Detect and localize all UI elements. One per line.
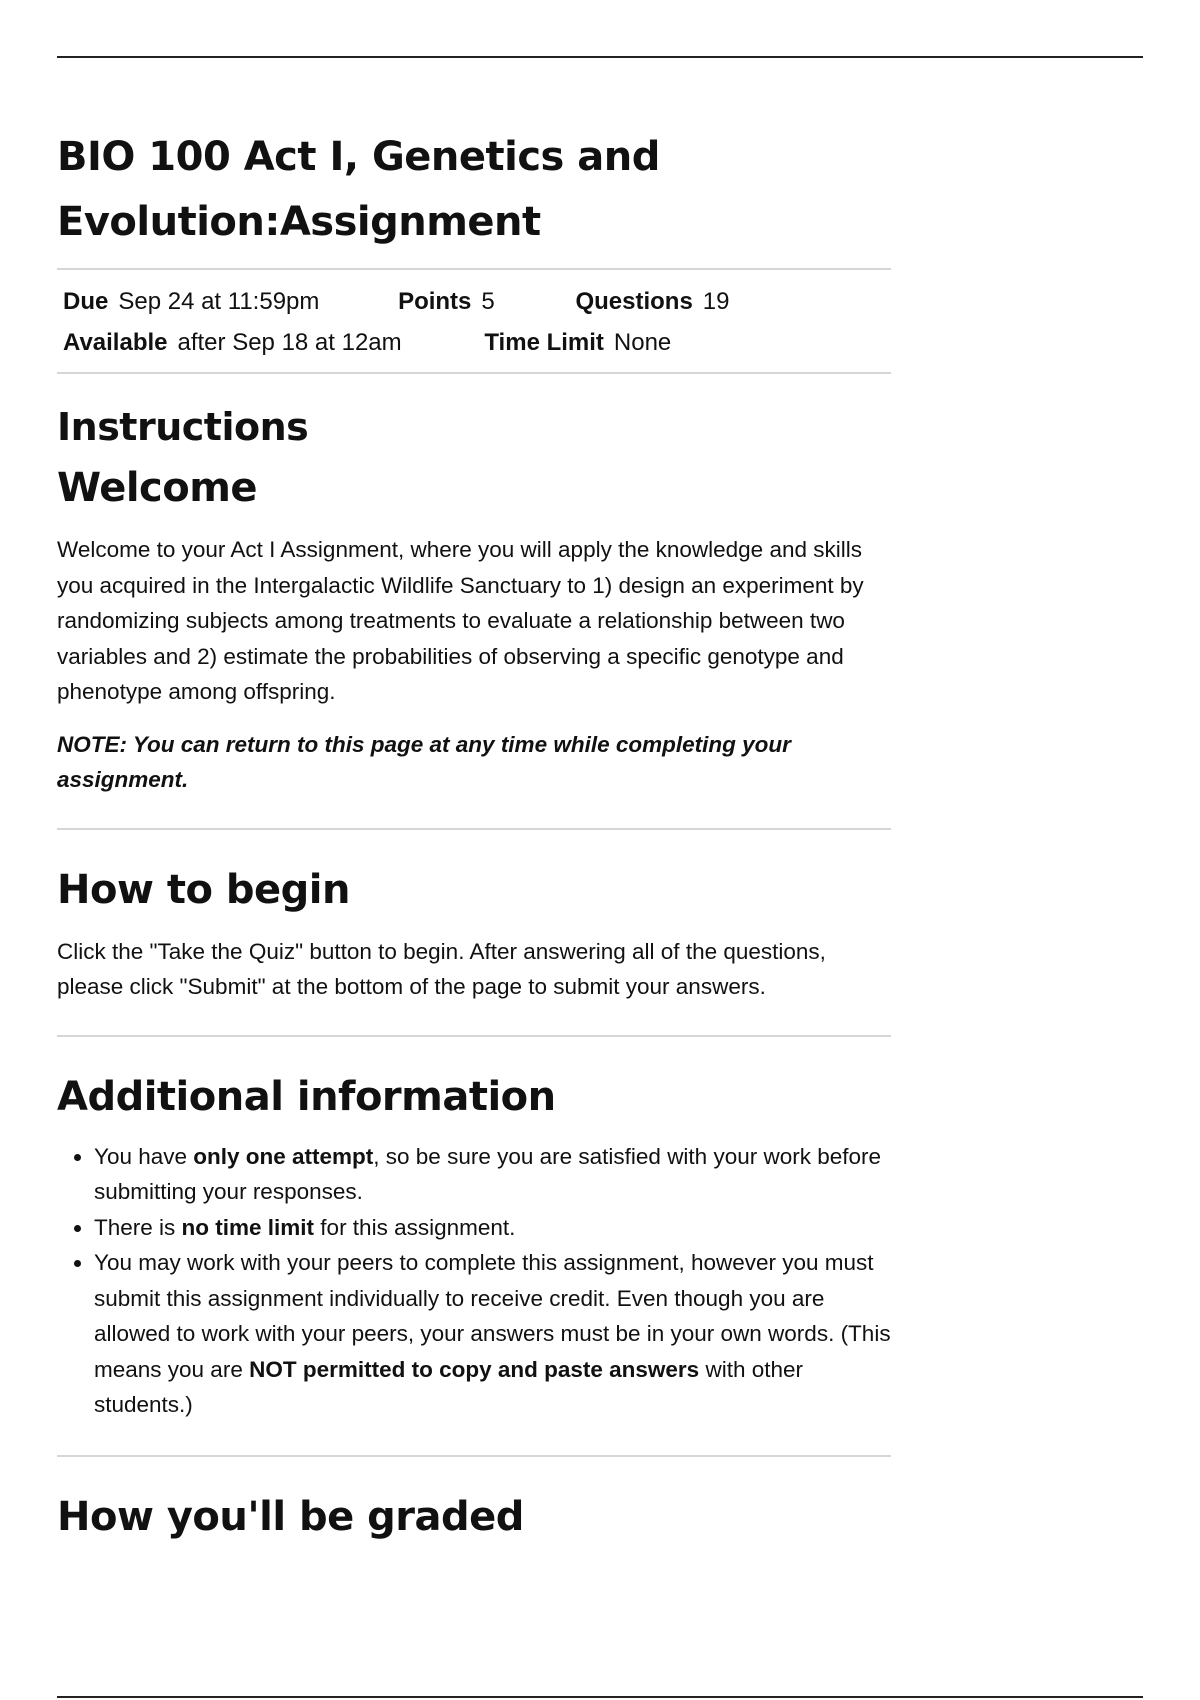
list-item-text: with other students.)	[94, 1356, 804, 1417]
list-item-text: There is	[94, 1214, 182, 1240]
additional-info-section	[57, 1071, 891, 1423]
points	[398, 281, 495, 322]
time-limit-value: None	[613, 329, 672, 356]
grading-section	[57, 1491, 891, 1543]
list-item	[94, 1210, 891, 1246]
questions-value: 19	[702, 288, 730, 315]
available-label: Available	[63, 329, 168, 356]
due-value: Sep 24 at 11:59pm	[118, 288, 320, 315]
page-title: BIO 100 Act I, Genetics and Evolution:Assignment	[57, 134, 660, 245]
how-to-begin-heading: How to begin	[57, 866, 350, 913]
list-item-text: for this assignment.	[314, 1214, 516, 1240]
page-top-rule	[57, 56, 1143, 58]
divider	[57, 1035, 891, 1037]
how-to-begin-section	[57, 864, 891, 1005]
divider	[57, 372, 891, 374]
details-row-2	[63, 322, 885, 363]
additional-info-heading: Additional information	[57, 1073, 556, 1120]
welcome-section	[57, 462, 891, 798]
available-value: after Sep 18 at 12am	[177, 329, 402, 356]
list-item-text: You have	[94, 1143, 194, 1169]
how-to-begin-text: Click the "Take the Quiz" button to begin. After answering all of the questions, please click "Submit" at the bottom of the page to submit your answers.	[57, 938, 826, 999]
points-label: Points	[398, 288, 472, 315]
list-item-emphasis: NOT permitted to copy and paste answers	[249, 1356, 700, 1382]
list-item	[94, 1245, 891, 1423]
additional-info-list	[57, 1139, 891, 1423]
page-bottom-rule	[57, 1696, 1143, 1698]
divider	[57, 1455, 891, 1457]
details-row-1	[63, 281, 885, 322]
questions-label: Questions	[575, 288, 693, 315]
due-label: Due	[63, 288, 109, 315]
list-item	[94, 1139, 891, 1210]
points-value: 5	[481, 288, 495, 315]
assignment-details	[57, 270, 891, 372]
questions	[575, 281, 729, 322]
divider	[57, 828, 891, 830]
grading-heading: How you'll be graded	[57, 1493, 524, 1540]
list-item-emphasis: only one attempt	[193, 1143, 374, 1169]
time-limit-label: Time Limit	[484, 329, 604, 356]
note-text: NOTE: You can return to this page at any time while completing your assignment.	[57, 731, 791, 792]
due-date	[63, 281, 319, 322]
availability	[63, 322, 402, 363]
welcome-text: Welcome to your Act I Assignment, where you will apply the knowledge and skills you acquired in the Intergalactic Wildlife Sanctuary to 1) design an experiment by randomizing subjects among treatments to evaluate a relationship between two variables and 2) estimate the probabilities of observing a specific genotype and phenotype among offspring.	[57, 537, 864, 704]
assignment-content	[57, 125, 891, 1543]
list-item-text: You may work with your peers to complete this assignment, however you must submit this assignment individually to receive credit. Even though you are allowed to work with your peers, your answers must be in your own words. (This means you are	[94, 1250, 891, 1382]
list-item-text: , so be sure you are satisfied with your work before submitting your responses.	[94, 1143, 882, 1204]
list-item-emphasis: no time limit	[181, 1214, 315, 1240]
welcome-heading: Welcome	[57, 465, 258, 511]
instructions-heading: Instructions	[57, 405, 309, 449]
time-limit	[484, 322, 671, 363]
